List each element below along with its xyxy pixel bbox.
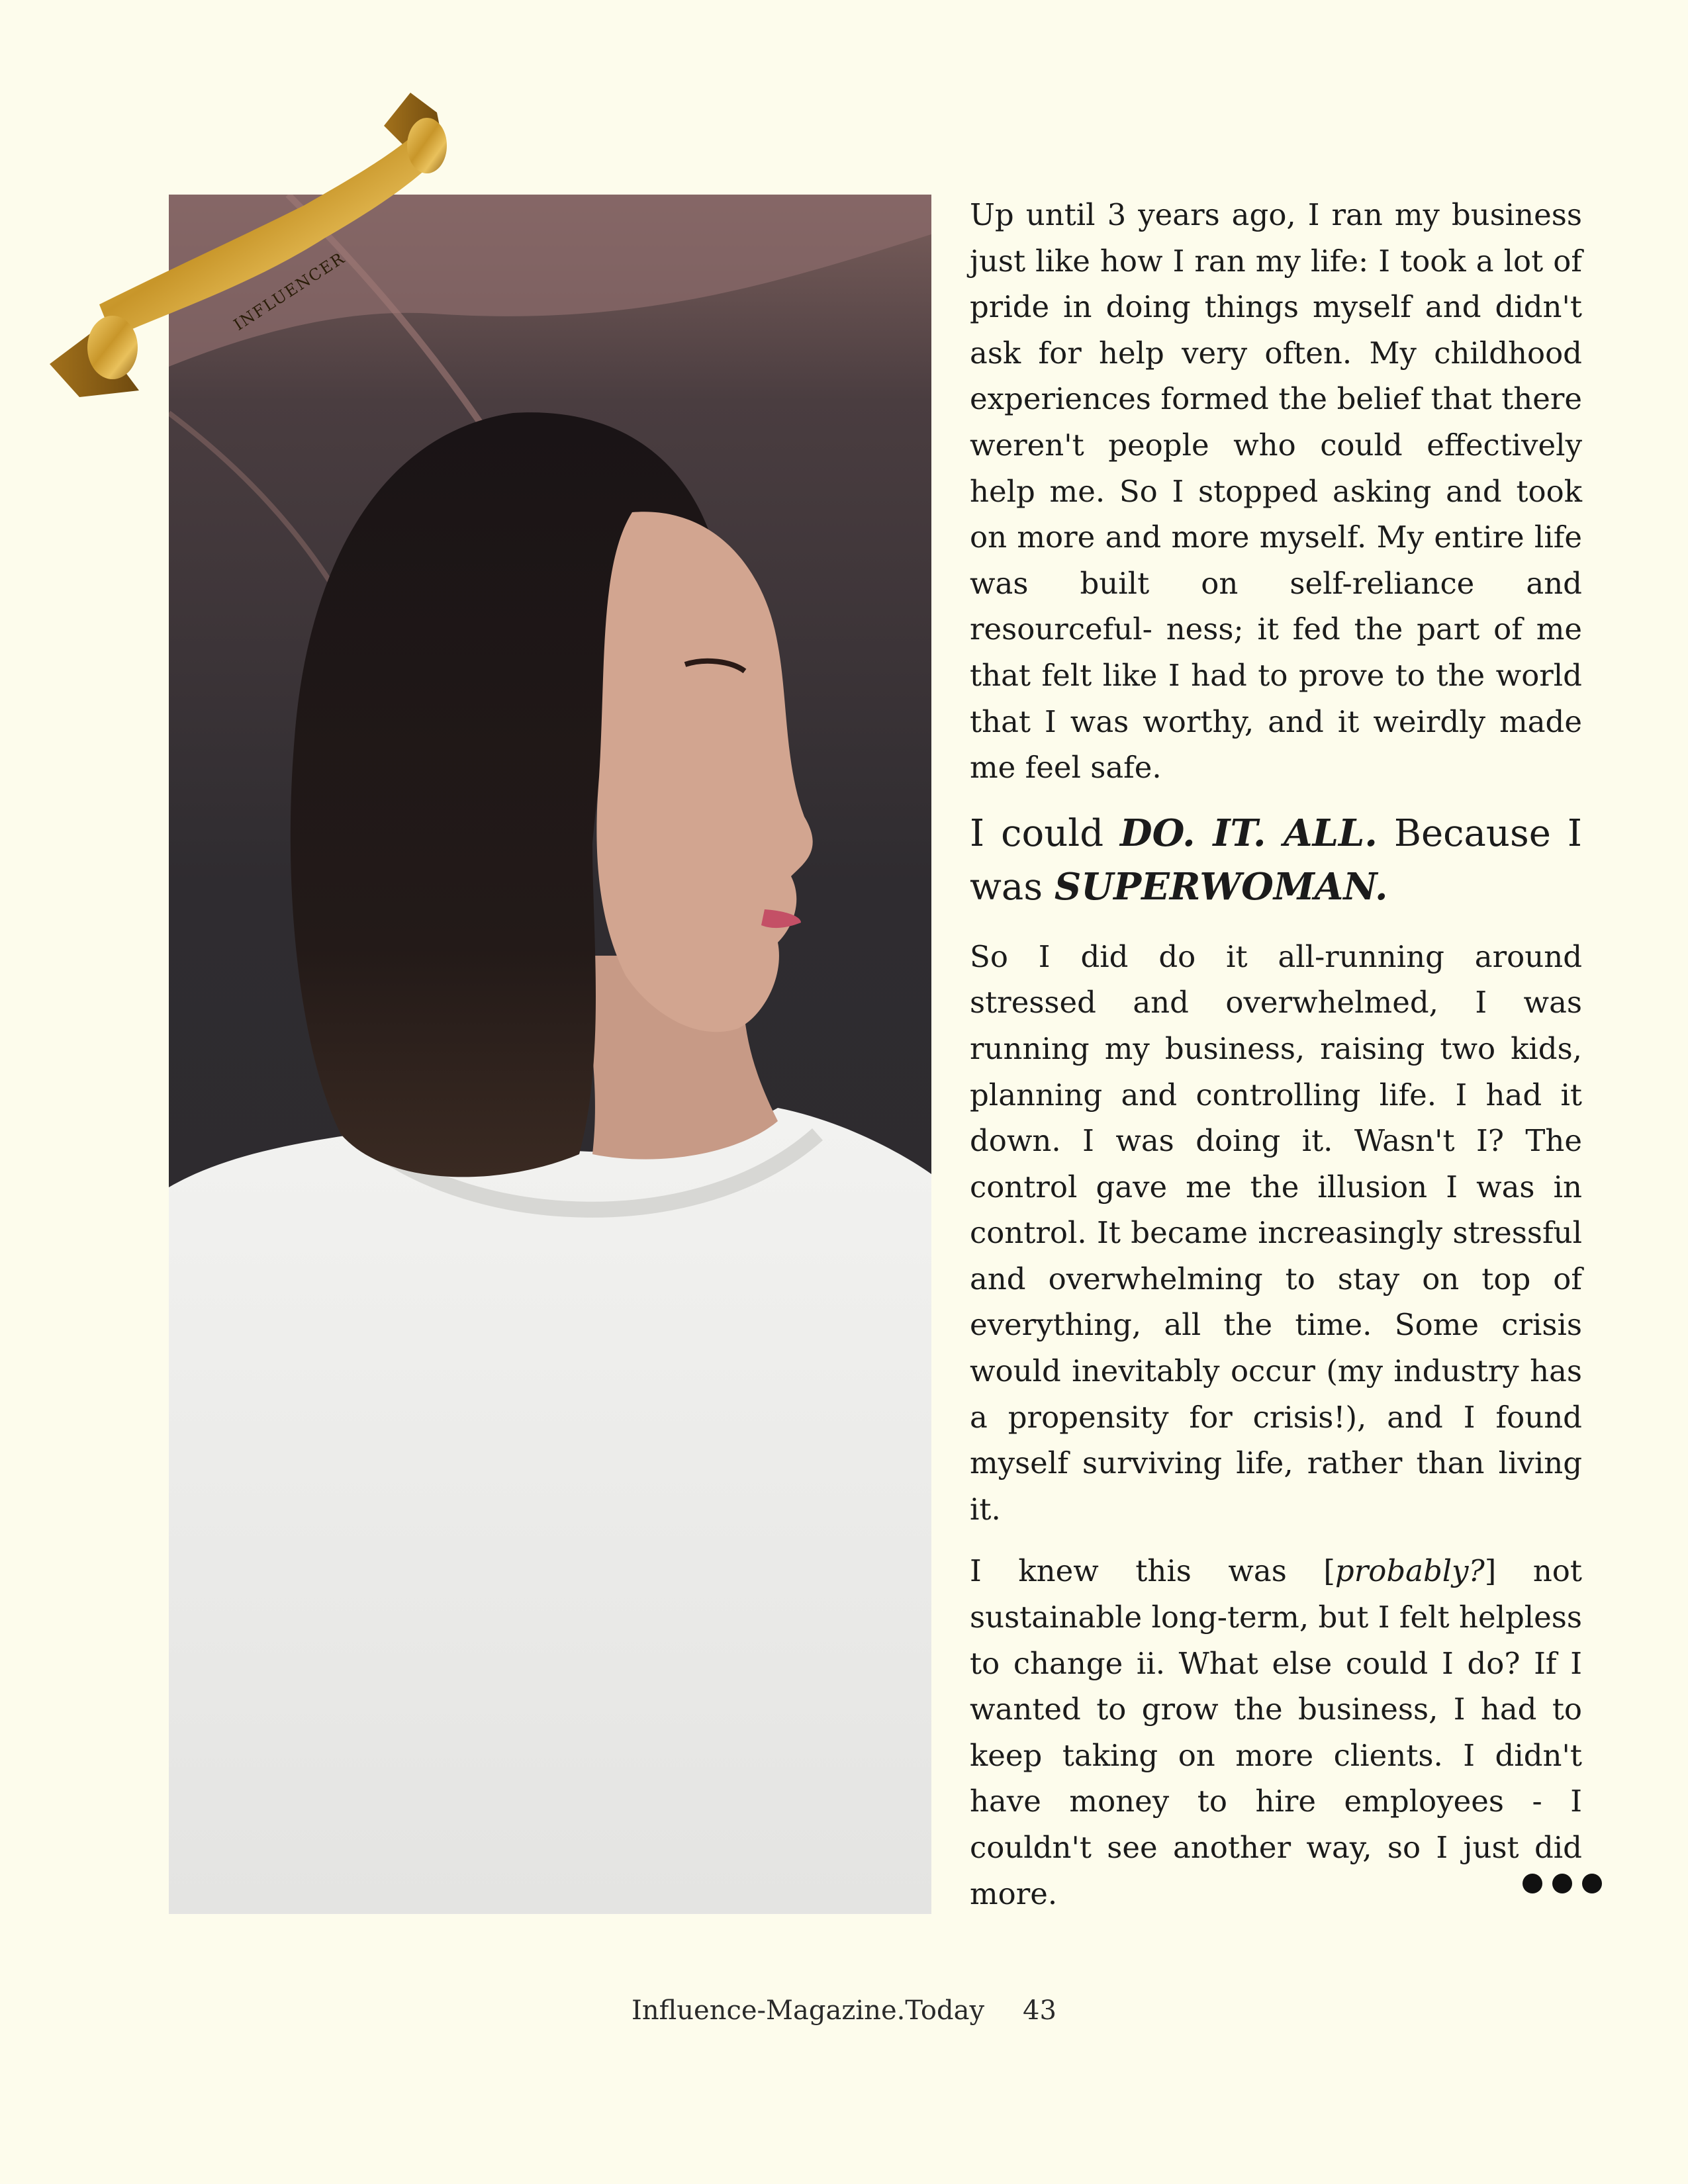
- paragraph-3: [970, 1548, 1582, 1917]
- dot: [1582, 1874, 1602, 1893]
- dot: [1523, 1874, 1542, 1893]
- portrait-photo: [169, 195, 931, 1914]
- portrait-illustration: [169, 195, 931, 1914]
- continue-dots-icon: [1523, 1872, 1602, 1895]
- article-body: [970, 192, 1582, 1933]
- paragraph-text: ] not sustainable long-term, but I felt helpless to change ii. What else could I do? If I wanted to grow the business, I had to keep taking on more clients. I didn't have money to hire employees - I couldn't see another way, so I just did more.: [970, 1553, 1582, 1911]
- influencer-ribbon-badge: [40, 86, 463, 417]
- ribbon-icon: [40, 86, 463, 417]
- callout-quote: [970, 807, 1582, 914]
- callout-emphasis: SUPERWOMAN.: [1054, 864, 1388, 909]
- callout-emphasis: DO. IT. ALL.: [1120, 811, 1378, 855]
- callout-text: I could: [970, 811, 1121, 855]
- paragraph-emphasis: probably?: [1335, 1553, 1485, 1589]
- callout-text: Because I was: [970, 811, 1582, 909]
- dot: [1552, 1874, 1572, 1893]
- page-number: 43: [1023, 1995, 1056, 2026]
- page-footer: [0, 1995, 1688, 2026]
- footer-site: Influence-Magazine.Today: [632, 1995, 985, 2026]
- ribbon-label: INFLUENCER: [230, 248, 349, 335]
- paragraph-text: I knew this was [: [970, 1553, 1335, 1589]
- paragraph-2: So I did do it all-running around stressed and overwhelmed, I was running my business, raising two kids, planning and controlling life. I had it down. I was doing it. Wasn't I? The control gave me the illusion I was in control. It became increasingly stressful and overwhelming to stay on top of everything, all the time. Some crisis would inevitably occur (my industry has a propensity for crisis!), and I found myself surviving life, rather than living it.: [970, 938, 1582, 1527]
- paragraph-1: Up until 3 years ago, I ran my business just like how I ran my life: I took a lot of pride in doing things myself and didn't ask for help very often. My childhood experiences formed the belief that there weren't people who could effectively help me. So I stopped asking and took on more and more myself. My entire life was built on self-reliance and resourceful- ness; it fed the part of me that felt like I had to prove to the world that I was worthy, and it weirdly made me feel safe.: [970, 197, 1582, 786]
